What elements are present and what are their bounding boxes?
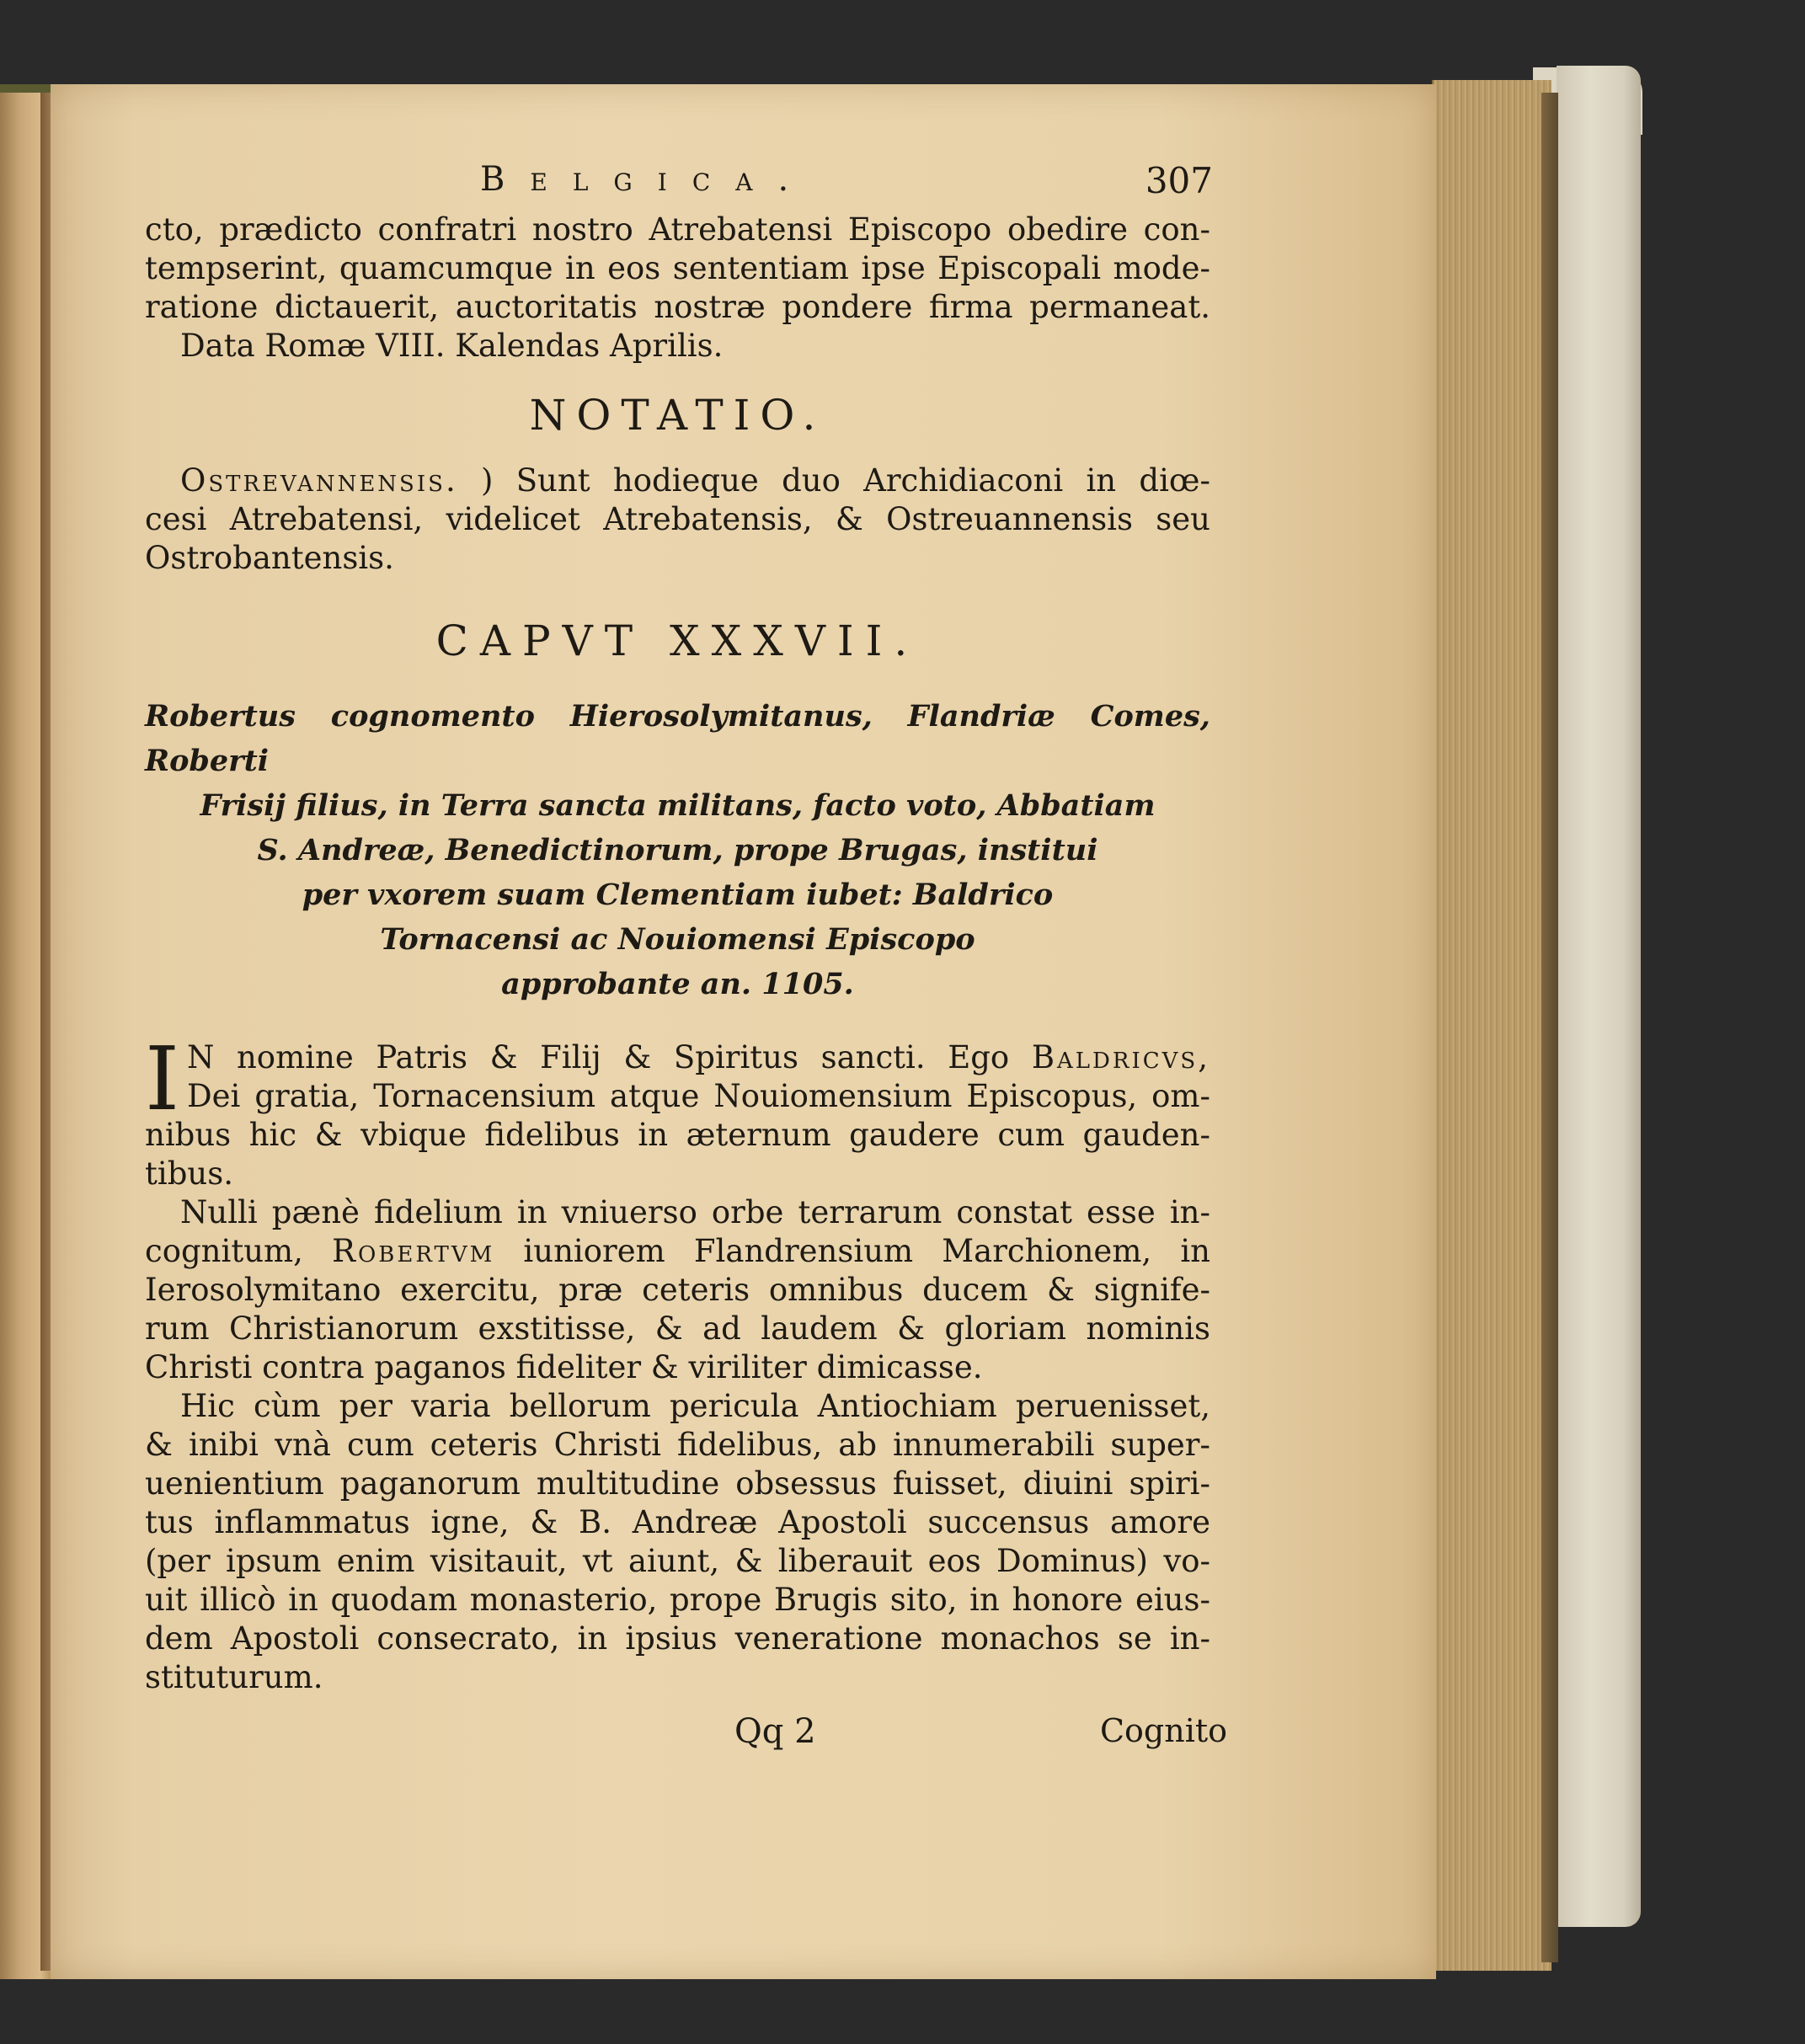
text-line: rum Christianorum exstitisse, & ad laudem & gloriam nominis <box>145 1310 1210 1347</box>
page-number: 307 <box>1145 160 1213 201</box>
text-line: uit illicò in quodam monasterio, prope Brugis sito, in honore eius- <box>145 1582 1210 1618</box>
text-line: Ostrobantensis. <box>145 540 394 576</box>
paragraph-three <box>145 1387 1210 1697</box>
text-line: uenientium paganorum multitudine obsessus fuisset, diuini spiri- <box>145 1465 1210 1502</box>
text-line: (per ipsum enim visitauit, vt aiunt, & liberauit eos Dominus) vo- <box>145 1543 1210 1579</box>
running-head <box>145 160 1213 211</box>
text-line: Christi contra paganos fideliter & viriliter dimicasse. <box>145 1349 983 1385</box>
name-line-end: iuniorem Flandrensium Marchionem, in <box>523 1233 1211 1269</box>
summary-line: Frisij filius, in Terra sancta militans, facto voto, Abbatiam <box>200 788 1156 823</box>
page-text-block <box>145 160 1227 1763</box>
catchword: Cognito <box>1099 1712 1227 1749</box>
drop-cap: I <box>145 1027 180 1130</box>
signature-mark: Qq 2 <box>734 1712 816 1751</box>
robertus-name: Robertvm <box>332 1233 495 1269</box>
running-title: Belgica. <box>480 160 814 199</box>
summary-line: Tornacensi ac Nouiomensi Episcopo <box>380 922 975 957</box>
text-line: tibus. <box>145 1155 233 1192</box>
text-line <box>145 1038 1210 1077</box>
charter-first-line: N nomine Patris & Filij & Spiritus sancti. Ego <box>187 1039 1010 1075</box>
page-edges-shadow <box>1541 93 1558 1962</box>
text-line: Hic cùm per varia bellorum pericula Antiochiam peruenisset, <box>180 1388 1210 1424</box>
text-line: & inibi vnà cum ceteris Christi fidelibus, ab innumerabili super- <box>145 1427 1210 1463</box>
text-line: Ierosolymitano exercitu, præ ceteris omnibus ducem & signife- <box>145 1272 1210 1308</box>
notatio-line-rest: ) Sunt hodieque duo Archidiaconi in diœ- <box>481 462 1210 499</box>
opening-paragraph <box>145 211 1210 366</box>
text-line: dem Apostoli consecrato, in ipsius veneratione monachos se in- <box>145 1620 1210 1657</box>
text-line: stituturum. <box>145 1659 323 1695</box>
page-footer <box>145 1712 1227 1763</box>
notatio-paragraph <box>145 462 1210 578</box>
text-line: nibus hic & vbique fidelibus in æternum gaudere cum gauden- <box>145 1117 1210 1153</box>
text-line: cesi Atrebatensi, videlicet Atrebatensis, & Ostreuannensis seu <box>145 501 1210 537</box>
chapter-summary <box>145 694 1210 1006</box>
chapter-heading: CAPVT XXXVII. <box>435 616 920 665</box>
name-line-start: cognitum, <box>145 1233 303 1269</box>
text-line <box>145 462 1210 500</box>
notatio-heading: NOTATIO. <box>529 391 826 440</box>
summary-line: approbante an. 1105. <box>501 967 854 1001</box>
paragraph-two <box>145 1193 1210 1387</box>
book-cover <box>1557 66 1641 1927</box>
stacked-page-edges <box>1432 80 1551 1971</box>
text-line: cto, prædicto confratri nostro Atrebatensi Episcopo obedire con- <box>145 211 1210 248</box>
text-line: tempserint, quamcumque in eos sententiam ipse Episcopali mode- <box>145 250 1210 286</box>
summary-line: S. Andreæ, Benedictinorum, prope Brugas, institui <box>257 833 1098 867</box>
charter-opening <box>145 1027 1210 1193</box>
text-line <box>145 1232 1210 1271</box>
text-line: tus inflammatus igne, & B. Andreæ Apostoli succensus amore <box>145 1504 1210 1540</box>
text-line: ratione dictauerit, auctoritatis nostræ pondere firma permaneat. <box>145 289 1210 325</box>
summary-line: per vxorem suam Clementiam iubet: Baldrico <box>302 878 1054 912</box>
text-line: Dei gratia, Tornacensium atque Nouiomensium Episcopus, om- <box>187 1078 1210 1114</box>
date-line: Data Romæ VIII. Kalendas Aprilis. <box>180 328 724 364</box>
notatio-lead: Ostrevannensis. <box>180 462 458 499</box>
text-line: Nulli pænè fidelium in vniuerso orbe terrarum constat esse in- <box>180 1194 1210 1230</box>
charter-name: Baldricvs, <box>1031 1039 1210 1075</box>
summary-line: Robertus cognomento Hierosolymitanus, Flandriæ Comes, Roberti <box>145 699 1210 778</box>
